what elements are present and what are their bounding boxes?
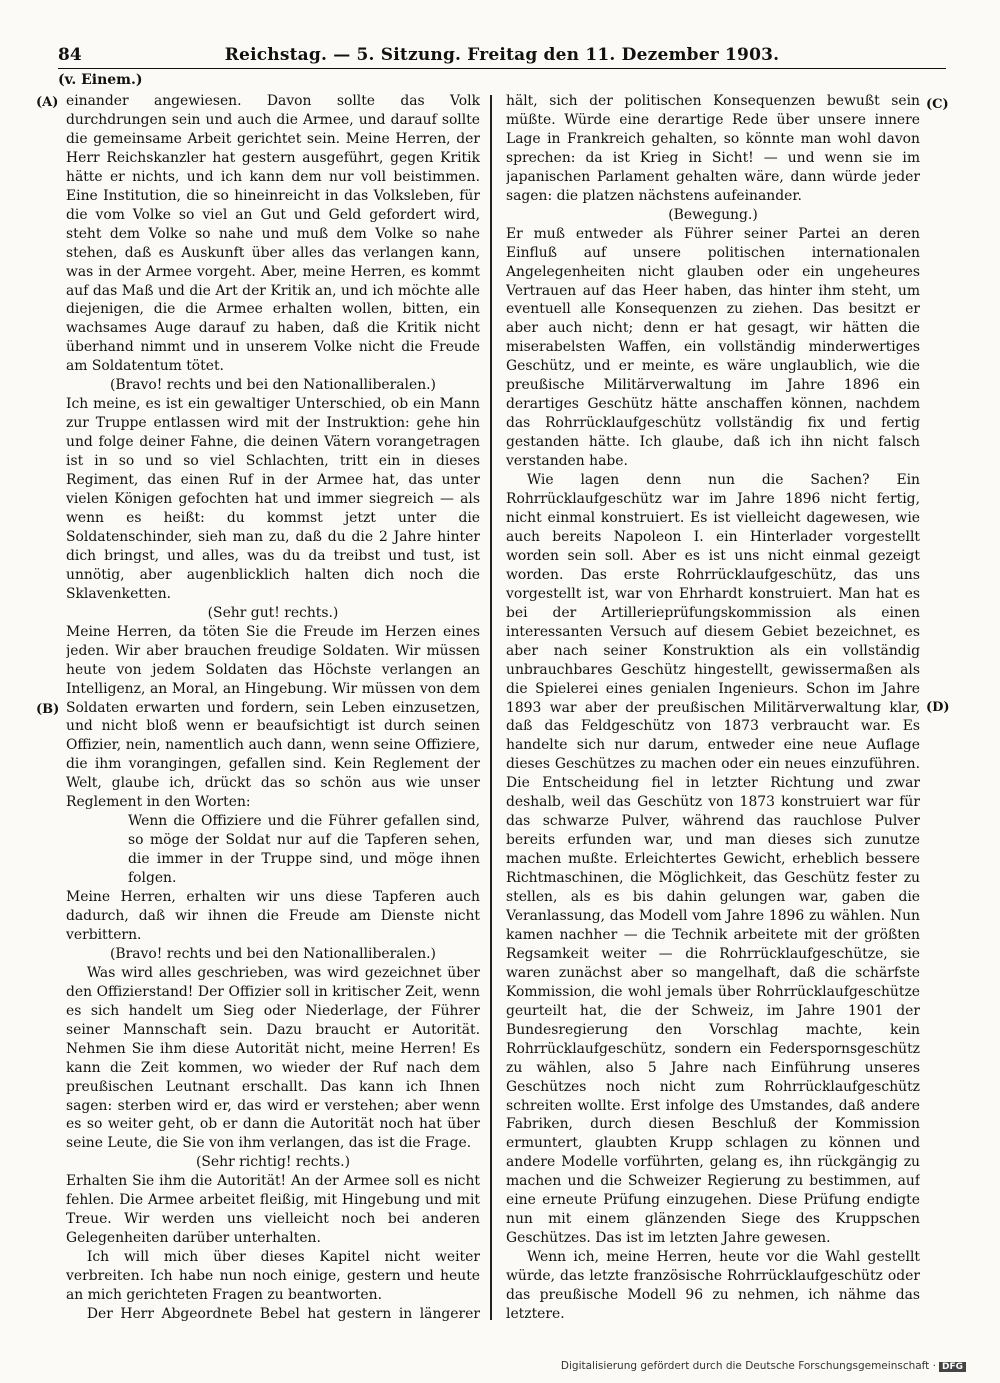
right-column bbox=[506, 92, 920, 1324]
paragraph: Wenn ich, meine Herren, heute vor die Wahl gestellt würde, das letzte französische Rohrrücklaufgeschütz oder das preußische Modell 96 zu nehmen, ich nähme das letztere. bbox=[506, 1249, 920, 1322]
paragraph: Ich will mich über dieses Kapitel nicht weiter verbreiten. Ich habe nun noch einige, gestern und heute an mich gerichteten Fragen zu beantworten. bbox=[66, 1249, 480, 1304]
margin-marker-a: (A) bbox=[36, 95, 59, 110]
credit-text: Digitalisierung gefördert durch die Deutsche Forschungsgemeinschaft · bbox=[560, 1360, 936, 1372]
column-divider bbox=[490, 95, 492, 1320]
regulation-quote: Wenn die Offiziere und die Führer gefallen sind, so möge der Soldat nur auf die Tapferen sehen, die immer in der Truppe sind, und möge ihnen folgen. bbox=[128, 813, 480, 887]
interjection: (Bravo! rechts und bei den Nationalliberalen.) bbox=[110, 945, 436, 962]
interjection: (Bewegung.) bbox=[668, 206, 758, 223]
paragraph: Er muß entweder als Führer seiner Partei an deren Einfluß auf unsere politischen internationalen Angelegenheiten nicht glauben oder ein ungeheures Vertrauen auf das Heer haben, das hinter ihm steht, um eventuell alle Konsequenzen zu ziehen. Das besitzt er aber auch nicht; denn er hat gesagt, wir hätten die miserabelsten Waffen, ein vollständig minderwertiges Geschütz, und er meinte, es wäre unglaublich, wie die preußische Militärverwaltung im Jahre 1896 ein derartiges Geschütz hätte anschaffen können, nachdem das Rohrrücklaufgeschütz vollständig fix und fertig gestanden hätte. Ich glaube, daß ich ihn nicht falsch verstanden habe. bbox=[506, 225, 920, 470]
paragraph: Was wird alles geschrieben, was wird gezeichnet über den Offizierstand! Der Offizier soll in kritischer Zeit, wenn es sich handelt um Sieg oder Niederlage, der Führer seiner Mannschaft sein. Dazu braucht er Autorität. Nehmen Sie ihm diese Autorität nicht, meine Herren! Es kann die Zeit kommen, wo wieder der Ruf nach dem preußischen Leutnant erschallt. Das kann ich Ihnen sagen: sterben wird er, das wird er verstehen; aber wenn es so weiter geht, ob er dann die Autorität noch hat über seine Leute, die Sie von ihm verlangen, das ist die Frage. bbox=[66, 964, 480, 1152]
paragraph: Wie lagen denn nun die Sachen? Ein Rohrrücklaufgeschütz war im Jahre 1896 nicht fertig, nicht einmal konstruiert. Es ist vielleicht dagewesen, wie auch bereits Napoleon I. ein Hinterlader vorgestellt worden sein soll. Aber es ist uns nicht einmal gezeigt worden. Das erste Rohrrücklaufgeschütz, das uns vorgestellt ist, war von Ehrhardt konstruiert. Man hat es bei der Artillerieprüfungskommission als einen interessanten Versuch auf diesem Gebiet bezeichnet, es aber nach seiner Konstruktion als ein vollständig unbrauchbares Geschütz hingestellt, gewissermaßen als die Spielerei eines genialen Ingenieurs. Schon im Jahre 1893 war aber der preußischen Militärverwaltung klar, daß das Feldgeschütz von 1873 verbraucht war. Es handelte sich nur darum, entweder eine neue Auflage dieses Geschützes zu machen oder ein neues einzuführen. Die Entscheidung fiel in letzter Richtung und zwar deshalb, weil das Geschütz von 1873 konstruiert war für das schwarze Pulver, während das rauchlose Pulver bereits erfunden war, und man dieses sich zunutze machen mußte. Erleichtertes Gewicht, erheblich bessere Richtmaschinen, die Möglichkeit, das Geschütz fester zu stellen, als es bis dahin gelungen war, gaben die Veranlassung, das Modell vom Jahre 1896 zu wählen. Nun kamen nachher — die Technik arbeitete mit der größten Regsamkeit weiter — die Rohrrücklaufgeschütze, sie waren zunächst aber so mangelhaft, daß die schärfste Kommission, die wohl jemals über Rohrrücklaufgeschütze geurteilt hat, die der Schweiz, im Jahre 1901 der Bundesregierung den Vorschlag machte, kein Rohrrücklaufgeschütz, sondern ein Federspornsgeschütz zu wählen, also 5 Jahre nach Einführung unseres Geschützes noch nicht zum Rohrrücklaufgeschütz schreiten wollte. Erst infolge des Umstandes, daß andere Fabriken, durch diesen Beschluß der Kommission ermuntert, glaubten Krupp schlagen zu können und andere Modelle vorführten, gelang es, ihn rückgängig zu machen und die Schweizer Regierung zu bestimmen, auf eine erneute Prüfung einzugehen. Diese Prüfung endigte nun mit einem glänzenden Siege des Kruppschen Geschützes. Das ist im letzten Jahre gewesen. bbox=[506, 472, 920, 1247]
paragraph: Ich meine, es ist ein gewaltiger Unterschied, ob ein Mann zur Truppe entlassen wird mit der Instruktion: gehe hin und folge deiner Fahne, die deinen Vätern vorangetragen ist in so und so viel Schlachten, tritt ein in dieses Regiment, das einen Ruf in der Armee hat, das unter vielen Königen gefochten hat und immer siegreich — als wenn es heißt: du kommst jetzt unter die Soldatenschinder, sieh man zu, daß du die 2 Jahre hinter dich bringst, und alles, was du da treibst und tust, ist unnötig, aber augenblicklich halten dich noch die Sklavenketten. bbox=[66, 396, 480, 602]
dfg-logo: DFG bbox=[939, 1362, 966, 1372]
margin-marker-b: (B) bbox=[36, 702, 60, 717]
paragraph: hält, sich der politischen Konsequenzen bewußt sein müßte. Würde eine derartige Rede über unsere innere Lage in Frankreich gehalten, so könnte man wohl davon sprechen: da ist Krieg in Sicht! — und wenn sie im japanischen Parlament gehalten wäre, dann würde jeder sagen: die platzen nächstens aufeinander. bbox=[506, 93, 920, 204]
interjection: (Sehr gut! rechts.) bbox=[207, 604, 339, 621]
margin-marker-d: (D) bbox=[926, 700, 950, 715]
paragraph: Meine Herren, erhalten wir uns diese Tapferen auch dadurch, daß wir ihnen die Freude am Dienste nicht verbittern. bbox=[66, 889, 480, 943]
digitization-credit bbox=[561, 1360, 966, 1372]
paragraph: Erhalten Sie ihm die Autorität! An der Armee soll es nicht fehlen. Die Armee arbeitet fleißig, mit Hingebung und mit Treue. Wir werden uns vielleicht noch bei anderen Gelegenheiten darüber unterhalten. bbox=[66, 1173, 480, 1247]
paragraph: Der Herr Abgeordnete Bebel hat gestern in längerer bbox=[86, 1306, 480, 1322]
page-number: 84 bbox=[58, 45, 82, 65]
speaker-label: (v. Einem.) bbox=[58, 72, 143, 88]
left-column bbox=[66, 92, 480, 1324]
running-header bbox=[58, 42, 946, 69]
interjection: (Bravo! rechts und bei den Nationalliberalen.) bbox=[110, 377, 436, 394]
interjection: (Sehr richtig! rechts.) bbox=[195, 1154, 350, 1171]
paragraph: einander angewiesen. Davon sollte das Volk durchdrungen sein und auch die Armee, und darauf sollte die gemeinsame Arbeit gerichtet sein. Meine Herren, der Herr Reichskanzler hat gestern ausgeführt, gegen Kritik hätte er nichts, und ich kann dem nur voll beistimmen. Eine Institution, die so hineinreicht in das Volksleben, für die vom Volke so viel an Gut und Geld gefordert wird, steht dem Volke so nahe und muß dem Volke so nahe stehen, daß es Auskunft über alles das verlangen kann, was in der Armee vorgeht. Aber, meine Herren, es kommt auf das Maß und die Art der Kritik an, und ich möchte alle diejenigen, die die Armee erhalten wollen, bitten, ein wachsames Auge darauf zu haben, daß die Kritik nicht überhand nimmt und in unserem Volke nicht die Freude am Soldatentum tötet. bbox=[66, 93, 480, 375]
margin-marker-c: (C) bbox=[926, 97, 949, 112]
header-title: Reichstag. — 5. Sitzung. Freitag den 11. Dezember 1903. bbox=[224, 45, 780, 65]
paragraph: Meine Herren, da töten Sie die Freude im Herzen eines jeden. Wir aber brauchen freudige Soldaten. Wir müssen heute von jedem Soldaten das Höchste verlangen an Intelligenz, an Moral, an Hingebung. Wir müssen von dem Soldaten erwarten und fordern, sein Leben einzusetzen, und nicht bloß wenn er beaufsichtigt ist durch seinen Offizier, nein, namentlich auch dann, wenn seine Offiziere, die ihm vorangingen, gefallen sind. Kein Reglement der Welt, glaube ich, drückt das so schön aus wie unser Reglement in den Worten: bbox=[66, 623, 480, 811]
